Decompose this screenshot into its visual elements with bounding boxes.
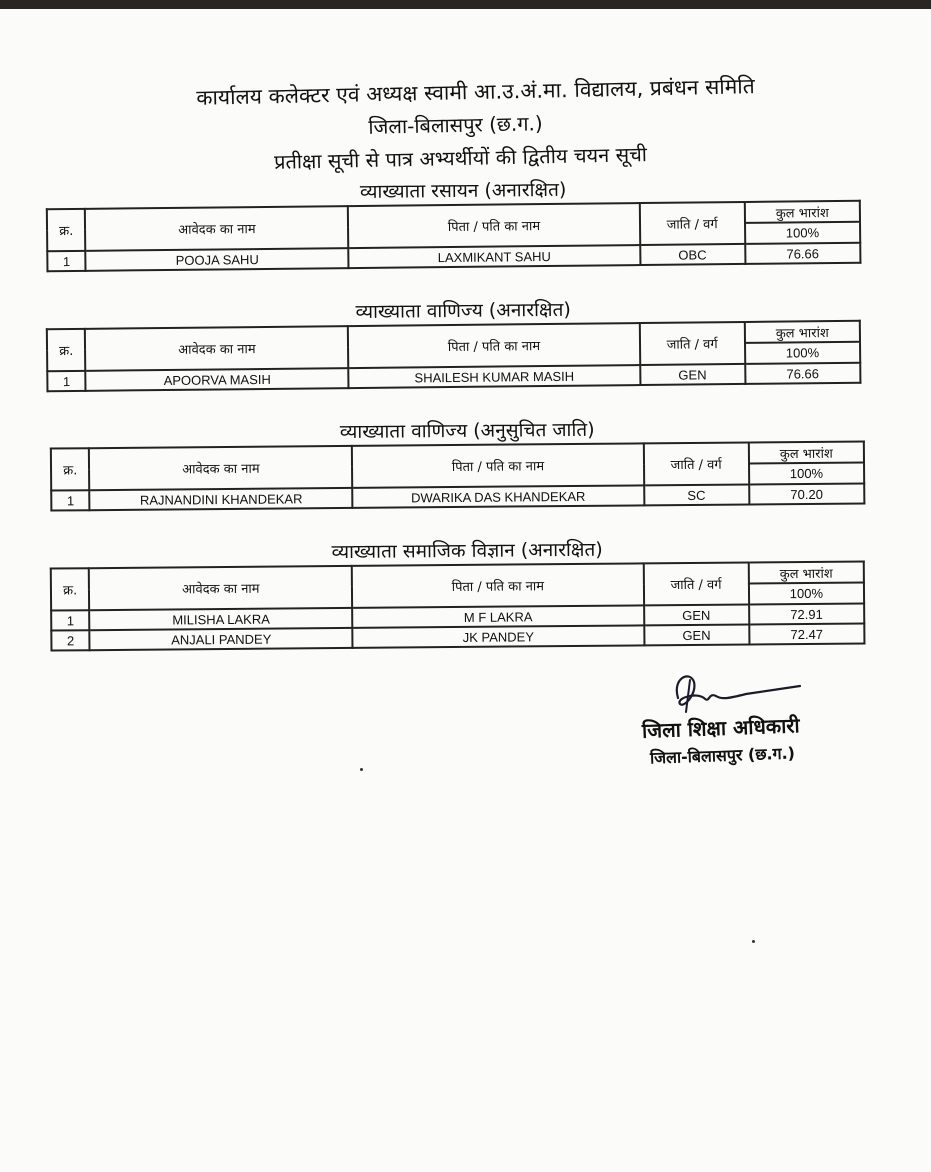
section-commerce-sc	[50, 414, 866, 511]
score-cell: 70.20	[749, 483, 864, 504]
selection-table	[46, 200, 862, 273]
category-cell: SC	[644, 484, 749, 505]
applicant-header: आवेदक का नाम	[89, 566, 352, 610]
signatory-place: जिला-बिलासपुर (छ.ग.)	[649, 743, 796, 768]
category-header: जाति / वर्ग	[639, 202, 745, 245]
father-cell: DWARIKA DAS KHANDEKAR	[353, 485, 644, 508]
father-cell: LAXMIKANT SAHU	[349, 245, 640, 268]
table-header-row	[51, 561, 864, 589]
speck	[752, 940, 755, 943]
percent-header: 100%	[749, 462, 864, 484]
father-header: पिता / पति का नाम	[348, 323, 640, 368]
signatory-title: जिला शिक्षा अधिकारी	[641, 713, 801, 743]
applicant-cell: RAJNANDINI KHANDEKAR	[90, 488, 353, 510]
section-commerce-unreserved	[46, 294, 862, 393]
applicant-cell: ANJALI PANDEY	[90, 628, 353, 650]
serial-header: क्र.	[51, 448, 90, 490]
applicant-header: आवेदक का नाम	[85, 326, 348, 371]
father-header: पिता / पति का नाम	[352, 443, 644, 488]
speck	[360, 768, 363, 771]
list-title: प्रतीक्षा सूची से पात्र अभ्यर्थीयों की द्वितीय चयन सूची	[273, 142, 648, 174]
selection-table	[50, 560, 866, 651]
total-header: कुल भारांश	[749, 441, 864, 463]
serial-header: क्र.	[51, 568, 90, 610]
district-heading: जिला-बिलासपुर (छ.ग.)	[368, 111, 543, 139]
selection-table	[46, 320, 862, 393]
serial-cell: 1	[51, 610, 90, 630]
serial-cell: 1	[47, 371, 86, 391]
section-title: व्याख्याता वाणिज्य (अनारक्षित)	[355, 298, 571, 324]
father-cell: JK PANDEY	[353, 625, 644, 648]
serial-cell: 2	[51, 630, 90, 650]
applicant-header: आवेदक का नाम	[85, 206, 348, 251]
serial-header: क्र.	[47, 329, 86, 371]
applicant-cell: MILISHA LAKRA	[90, 608, 353, 630]
section-chemistry	[46, 174, 862, 273]
section-title: व्याख्याता रसायन (अनारक्षित)	[359, 178, 567, 203]
signature-block	[620, 668, 860, 778]
applicant-cell: APOORVA MASIH	[86, 368, 349, 391]
serial-header: क्र.	[47, 209, 86, 251]
section-social-science	[50, 534, 866, 651]
total-header: कुल भारांश	[744, 201, 860, 223]
category-cell: GEN	[644, 604, 749, 625]
category-cell: OBC	[640, 244, 745, 265]
serial-cell: 1	[47, 251, 86, 271]
section-title: व्याख्याता वाणिज्य (अनुसुचित जाति)	[339, 418, 595, 444]
father-cell: M F LAKRA	[352, 605, 643, 628]
applicant-header: आवेदक का नाम	[89, 446, 352, 490]
father-header: पिता / पति का नाम	[348, 203, 640, 248]
father-cell: SHAILESH KUMAR MASIH	[349, 365, 640, 388]
office-heading: कार्यालय कलेक्टर एवं अध्यक्ष स्वामी आ.उ.अं.मा. विद्यालय, प्रबंधन समिति	[196, 74, 755, 110]
total-header: कुल भारांश	[744, 321, 860, 343]
category-header: जाति / वर्ग	[639, 322, 745, 365]
applicant-cell: POOJA SAHU	[86, 248, 349, 271]
table-header-row	[51, 441, 864, 469]
section-title: व्याख्याता समाजिक विज्ञान (अनारक्षित)	[331, 538, 603, 564]
score-cell: 72.91	[749, 603, 864, 624]
category-cell: GEN	[644, 624, 749, 645]
score-cell: 76.66	[745, 363, 861, 384]
percent-header: 100%	[745, 342, 861, 364]
score-cell: 76.66	[745, 243, 861, 264]
score-cell: 72.47	[749, 623, 864, 644]
selection-table	[50, 440, 866, 511]
total-header: कुल भारांश	[748, 561, 863, 583]
serial-cell: 1	[51, 490, 90, 510]
father-header: पिता / पति का नाम	[352, 563, 644, 608]
percent-header: 100%	[749, 582, 864, 604]
category-header: जाति / वर्ग	[643, 442, 749, 485]
top-edge-bar	[0, 0, 931, 9]
percent-header: 100%	[745, 222, 861, 244]
category-cell: GEN	[640, 364, 745, 385]
category-header: जाति / वर्ग	[643, 562, 749, 605]
